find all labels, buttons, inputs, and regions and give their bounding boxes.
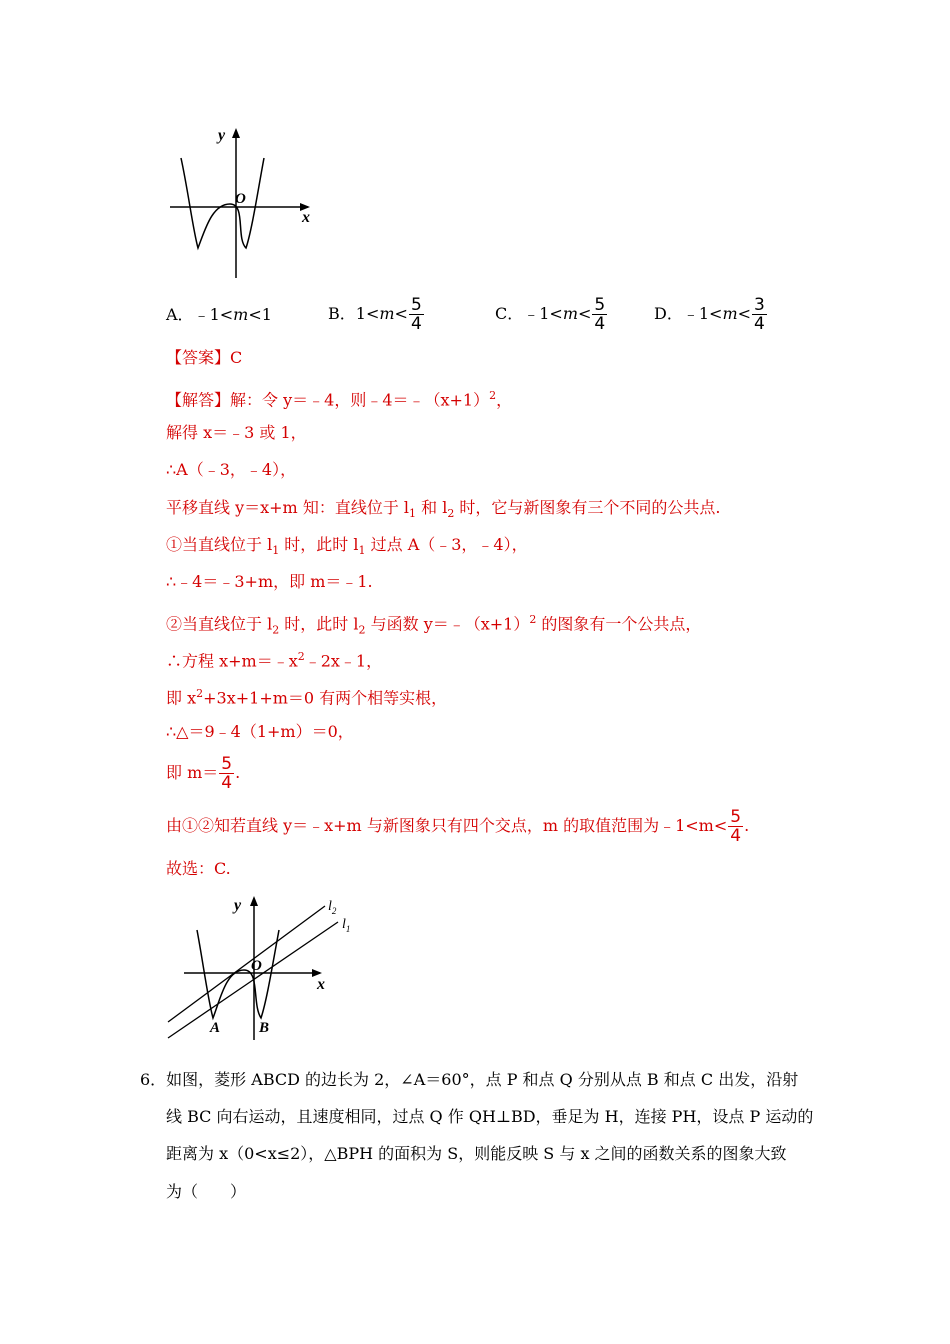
solution-line-8: ∴方程 $x+m=﹣x^2﹣2x﹣1$， [166,650,383,671]
x-label: x [302,209,310,226]
curve [197,930,279,1018]
origin-label: O [235,191,246,207]
fraction: $\frac{5}{4}$ [594,295,606,334]
fraction: $\frac{3}{4}$ [754,295,765,334]
option-a: A．﹣1<m<1 [166,305,272,324]
y-label: y [218,127,226,144]
line-l2 [168,906,325,1022]
solution-line-6: ∴﹣4＝﹣3+m，即 m＝﹣1. [166,572,373,591]
question-6-line-2: 线 BC 向右运动，且速度相同，过点 Q 作 QH⊥BD，垂足为 H，连接 PH，设点 P 运动的 [166,1107,814,1126]
solution-line-9: 即 $x^2+3x+1+m=0$ 有两个相等实根， [166,687,448,708]
fraction: $\frac{5}{4}$ [410,295,422,334]
curve [181,158,264,248]
question-6-line-1: 6．如图，菱形 ABCD 的边长为 2，∠A＝60°，点 P 和点 Q 分别从点 B 和点 C 出发，沿射 [140,1070,799,1089]
answer-line [166,346,242,370]
point-a-label: A [210,1020,221,1036]
line-l1 [168,922,338,1038]
solution-line-7: ②当直线位于 $l_2$ 时，此时 $l_2$ 与函数 $y=﹣(x+1)^2$ 的图象有一个公共点， [166,613,702,637]
solution-line-4: 平移直线 y＝x+m 知：直线位于 $l_1$ 和 $l_2$ 时，它与新图象有三个不同的公共点. [166,498,721,521]
function-graph-2 [160,890,370,1040]
option-b: B．1<m< $\frac{5}{4}$ [328,295,422,334]
l1-label: $l_1$ [342,917,351,934]
function-graph-1 [160,120,330,285]
option-d: D．﹣1<m< $\frac{3}{4}$ [654,295,765,334]
y-axis-arrow [232,128,240,138]
question-6-line-4: 为（ ） [166,1182,247,1201]
fraction: $\frac{5}{4}$ [730,807,742,846]
solution-line-10: ∴△＝9﹣4（1+m）＝0， [166,722,354,741]
solution-line-11: 即 m＝ $\frac{5}{4}$ . [166,754,241,793]
question-6-line-3: 距离为 x（0<x≤2），△BPH 的面积为 S，则能反映 S 与 x 之间的函数关系的图象大致 [166,1144,787,1163]
l2-label: $l_2$ [328,899,337,916]
y-label: y [234,897,242,914]
answer-label: 【答案】 [166,348,231,367]
y-axis-arrow [250,896,258,906]
point-b-label: B [259,1020,270,1036]
solution-line-3: ∴A（﹣3，﹣4）， [166,460,297,479]
origin-label: O [251,958,262,974]
solution-line-1: 【解答】解：令 y＝﹣4，则$﹣4=﹣(x+1)^2$， [166,389,513,410]
solution-line-2: 解得 x＝﹣3 或 1， [166,423,307,442]
answer-value: C [230,348,243,367]
x-label: x [317,976,325,993]
option-c: C．﹣1<m< $\frac{5}{4}$ [495,295,606,334]
fraction: $\frac{5}{4}$ [221,754,233,793]
solution-line-5: ①当直线位于 $l_1$ 时，此时 $l_1$ 过点 A（﹣3，﹣4）， [166,535,528,558]
solution-line-12: 由①②知若直线 y＝﹣x+m 与新图象只有四个交点，m 的取值范围为﹣1<m< $\frac{5}{4}$ . [166,807,750,846]
solution-label: 【解答】 [166,390,231,410]
solution-line-13: 故选：C. [166,859,231,878]
